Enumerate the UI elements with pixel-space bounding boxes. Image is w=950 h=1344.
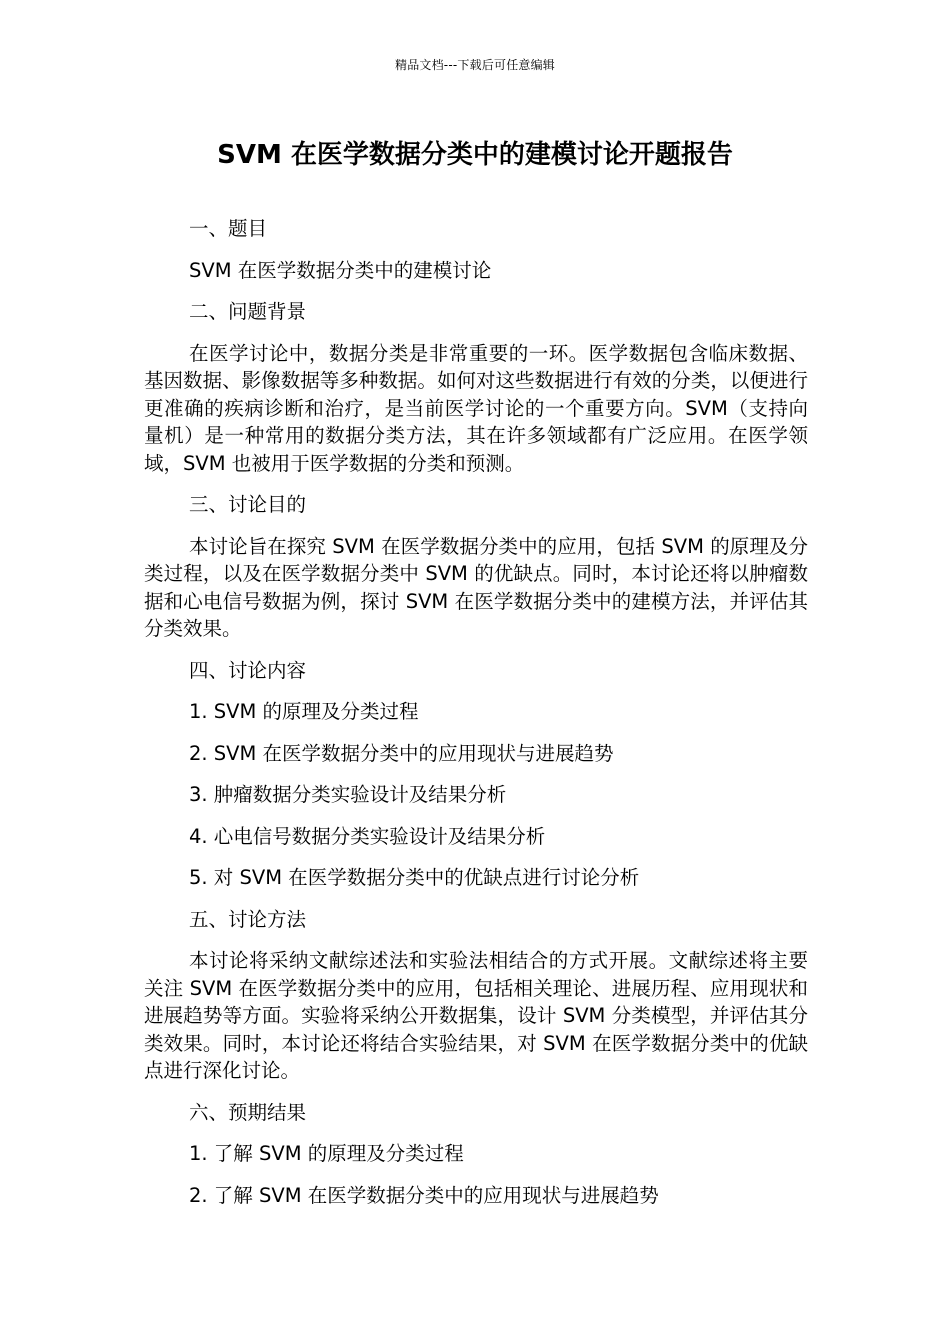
section-1-text: SVM 在医学数据分类中的建模讨论 [189, 258, 492, 282]
section-5-heading: 五、讨论方法 [189, 907, 307, 931]
section-4-heading: 四、讨论内容 [189, 658, 307, 682]
section-2-paragraph: 在医学讨论中，数据分类是非常重要的一环。医学数据包含临床数据、基因数据、影像数据等多种数据。如何对这些数据进行有效的分类，以便进行更准确的疾病诊断和治疗，是当前医学讨论的一个重要方向。SVM（支持向量机）是一种常用的数据分类方法，其在许多领域都有广泛应用。在医学领域，SVM 也被用于医学数据的分类和预测。 [144, 341, 808, 475]
section-2-heading: 二、问题背景 [189, 300, 307, 323]
page-header-note: 精品文档---下载后可任意编辑 [395, 58, 555, 72]
section-5-paragraph: 本讨论将采纳文献综述法和实验法相结合的方式开展。文献综述将主要关注 SVM 在医学数据分类中的应用，包括相关理论、进展历程、应用现状和进展趋势等方面。实验将采纳公开数据集，设计 SVM 分类模型，并评估其分类效果。同时，本讨论还将结合实验结果，对 SVM 在医学数据分类中的优缺点进行深化讨论。 [144, 949, 808, 1082]
section-4-item-5: 5. 对 SVM 在医学数据分类中的优缺点进行讨论分析 [189, 866, 640, 889]
section-4-item-1: 1. SVM 的原理及分类过程 [189, 700, 419, 723]
section-3-paragraph: 本讨论旨在探究 SVM 在医学数据分类中的应用，包括 SVM 的原理及分类过程，以及在医学数据分类中 SVM 的优缺点。同时，本讨论还将以肿瘤数据和心电信号数据为例，探讨 SVM 在医学数据分类中的建模方法，并评估其分类效果。 [144, 534, 808, 640]
section-4-item-2: 2. SVM 在医学数据分类中的应用现状与进展趋势 [189, 741, 614, 765]
section-4-item-3: 3. 肿瘤数据分类实验设计及结果分析 [189, 783, 507, 806]
section-3-heading: 三、讨论目的 [189, 493, 307, 516]
section-6-item-2: 2. 了解 SVM 在医学数据分类中的应用现状与进展趋势 [189, 1183, 659, 1207]
section-6-item-1: 1. 了解 SVM 的原理及分类过程 [189, 1142, 464, 1165]
section-6-heading: 六、预期结果 [189, 1100, 307, 1124]
section-4-item-4: 4. 心电信号数据分类实验设计及结果分析 [189, 824, 546, 848]
document-body [144, 215, 808, 1223]
document-title: SVM 在医学数据分类中的建模讨论开题报告 [217, 140, 733, 170]
section-1-heading: 一、题目 [189, 217, 268, 240]
